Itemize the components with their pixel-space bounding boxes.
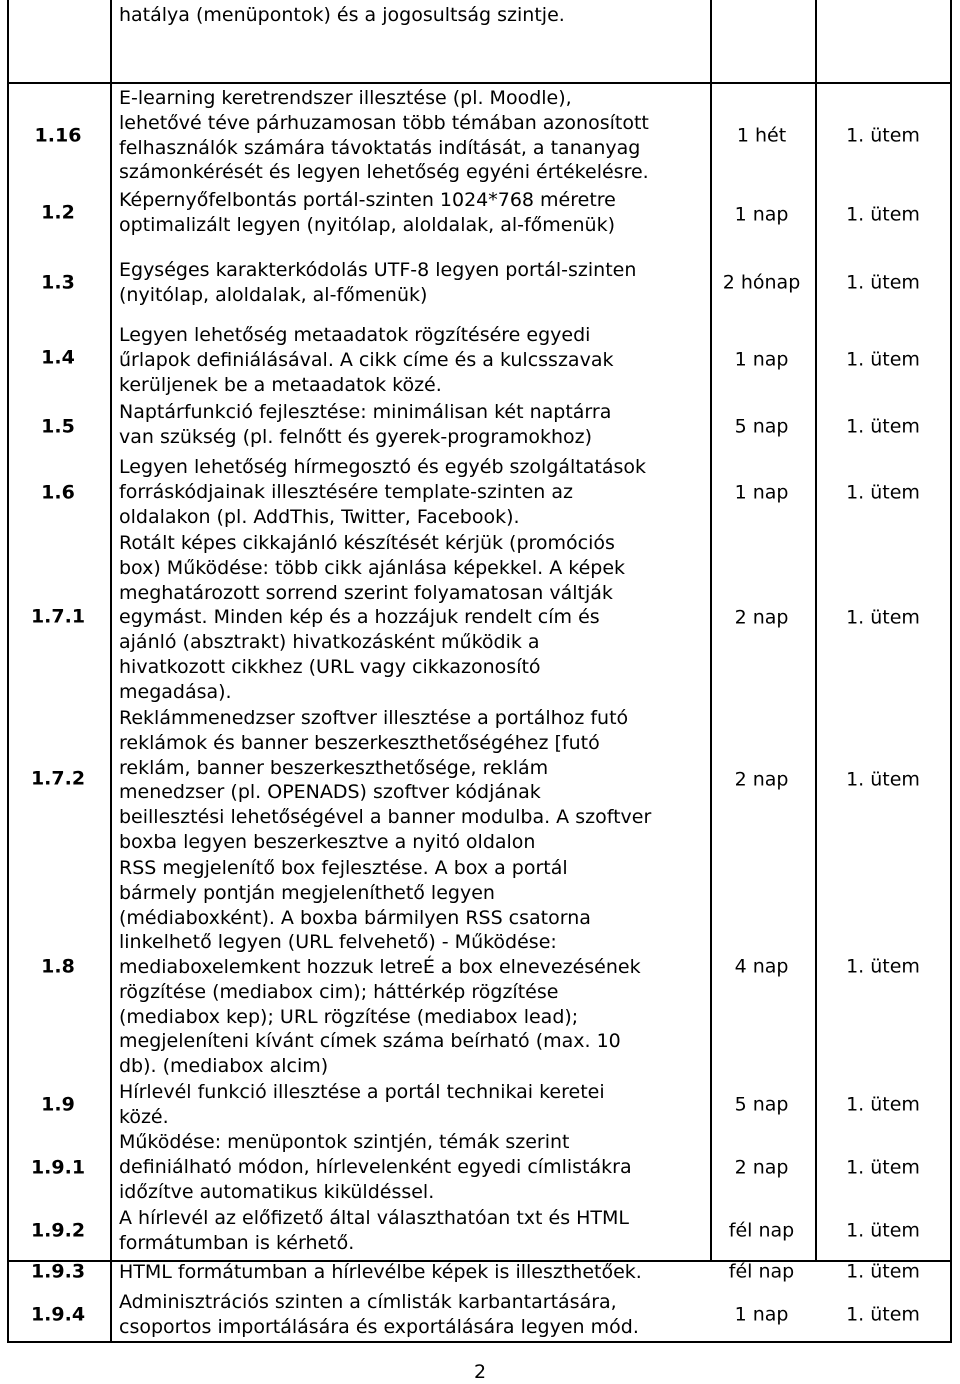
table-border-bottom: [7, 1341, 952, 1343]
item-description: E-learning keretrendszer illesztése (pl. Moodle), lehetővé téve párhuzamosan több témában azonosított felhasználók számára távoktatás indítását, a tananyag számonkérését és legyen lehetőség egyéni értékelésre.: [119, 87, 649, 184]
item-phase: 1. ütem: [846, 1093, 920, 1116]
item-duration: 2 hónap: [722, 271, 801, 294]
item-description: Legyen lehetőség hírmegosztó és egyéb szolgáltatások forráskódjainak illesztésére template-szinten az oldalakon (pl. AddThis, Twitter, Facebook).: [119, 456, 647, 528]
item-number: 1.9.3: [30, 1260, 86, 1283]
table-border-right: [950, 0, 952, 1342]
continued-description: hatálya (menüpontok) és a jogosultság szintje.: [119, 4, 565, 26]
item-phase: 1. ütem: [846, 481, 920, 504]
item-duration: 5 nap: [734, 415, 789, 438]
item-description: Képernyőfelbontás portál-szinten 1024*768 méretre optimalizált legyen (nyitólap, aloldalak, al-főmenük): [119, 189, 616, 236]
row-divider: [7, 82, 952, 84]
item-description: Naptárfunkció fejlesztése: minimálisan két naptárra van szükség (pl. felnőtt és gyerek-programokhoz): [119, 401, 612, 448]
item-description: Működése: menüpontok szintjén, témák szerint definiálható módon, hírlevelenként egyedi címlistákra időzítve automatikus kiküldéssel.: [119, 1131, 632, 1203]
item-phase: 1. ütem: [846, 415, 920, 438]
item-duration: 2 nap: [734, 606, 789, 629]
page-number: 2: [473, 1361, 487, 1383]
item-description: Reklámmenedzser szoftver illesztése a portálhoz futó reklámok és banner beszerkeszthetőségéhez [futó reklám, banner beszerkeszthetősége, reklám menedzser (pl. OPENADS) szoftver kódjának beillesztési lehetőségével a banner modulba. A szoftver boxba legyen beszerkesztve a nyitó oldalon: [119, 707, 652, 853]
item-description: Legyen lehetőség metaadatok rögzítésére egyedi űrlapok definiálásával. A cikk címe és a kulcsszavak kerüljenek be a metaadatok közé.: [119, 324, 614, 396]
item-duration: 2 nap: [734, 768, 789, 791]
item-number: 1.7.2: [30, 767, 86, 790]
item-description: Egységes karakterkódolás UTF-8 legyen portál-szinten (nyitólap, aloldalak, al-főmenük): [119, 259, 637, 306]
item-description: Adminisztrációs szinten a címlisták karbantartására, csoportos importálására és exportálására legyen mód.: [119, 1291, 639, 1338]
item-phase: 1. ütem: [846, 768, 920, 791]
item-description: Rotált képes cikkajánló készítését kérjük (promóciós box) Működése: több cikk ajánlása képekkel. A képek meghatározott sorrend szerint folyamatosan váltják egymást. Minden kép és a hozzájuk rendelt cím és ajánló (absztrakt) hivatkozásként működik a hivatkozott cikkhez (URL vagy cikkazonosító megadása).: [119, 532, 626, 703]
item-duration: 1 hét: [736, 124, 787, 147]
item-phase: 1. ütem: [846, 271, 920, 294]
item-description: Hírlevél funkció illesztése a portál technikai keretei közé.: [119, 1081, 605, 1128]
item-phase: 1. ütem: [846, 1260, 920, 1283]
item-phase: 1. ütem: [846, 955, 920, 978]
item-description: RSS megjelenítő box fejlesztése. A box a portál bármely pontján megjeleníthető legyen (médiaboxként). A boxba bármilyen RSS csatorna linkelhető legyen (URL felvehető) - Működése: mediaboxelemkent hozzuk letreÉ a box elnevezésének rögzítése (mediabox cim); háttérkép rögzítése (mediabox kep); URL rögzítése (mediabox lead); megjeleníteni kívánt címek száma beírható (max. 10 db). (mediabox alcim): [119, 857, 641, 1077]
item-phase: 1. ütem: [846, 124, 920, 147]
item-number: 1.16: [34, 124, 82, 147]
item-duration: 1 nap: [734, 348, 789, 371]
item-phase: 1. ütem: [846, 1156, 920, 1179]
item-number: 1.6: [41, 481, 75, 504]
item-description: A hírlevél az előfizető által választhatóan txt és HTML formátumban is kérhető.: [119, 1207, 630, 1254]
item-number: 1.9.4: [30, 1303, 86, 1326]
item-number: 1.9: [41, 1093, 75, 1116]
item-phase: 1. ütem: [846, 606, 920, 629]
item-duration: 2 nap: [734, 1156, 789, 1179]
item-duration: 1 nap: [734, 481, 789, 504]
item-number: 1.7.1: [30, 605, 86, 628]
item-description: HTML formátumban a hírlevélbe képek is illeszthetőek.: [119, 1261, 642, 1283]
item-duration: 1 nap: [734, 203, 789, 226]
item-phase: 1. ütem: [846, 203, 920, 226]
column-divider-phase: [815, 0, 817, 1262]
item-duration: 1 nap: [734, 1303, 789, 1326]
item-number: 1.9.2: [30, 1219, 86, 1242]
item-duration: fél nap: [728, 1219, 795, 1242]
item-phase: 1. ütem: [846, 1303, 920, 1326]
item-number: 1.5: [41, 415, 75, 438]
item-number: 1.8: [41, 955, 75, 978]
item-phase: 1. ütem: [846, 348, 920, 371]
item-number: 1.4: [41, 346, 75, 369]
column-divider-duration: [710, 0, 712, 1262]
item-number: 1.2: [41, 201, 75, 224]
item-duration: 4 nap: [734, 955, 789, 978]
item-duration: fél nap: [728, 1260, 795, 1283]
item-number: 1.9.1: [30, 1156, 86, 1179]
column-divider-number: [110, 0, 112, 1342]
item-phase: 1. ütem: [846, 1219, 920, 1242]
item-number: 1.3: [41, 271, 75, 294]
item-duration: 5 nap: [734, 1093, 789, 1116]
table-border-left: [7, 0, 9, 1342]
